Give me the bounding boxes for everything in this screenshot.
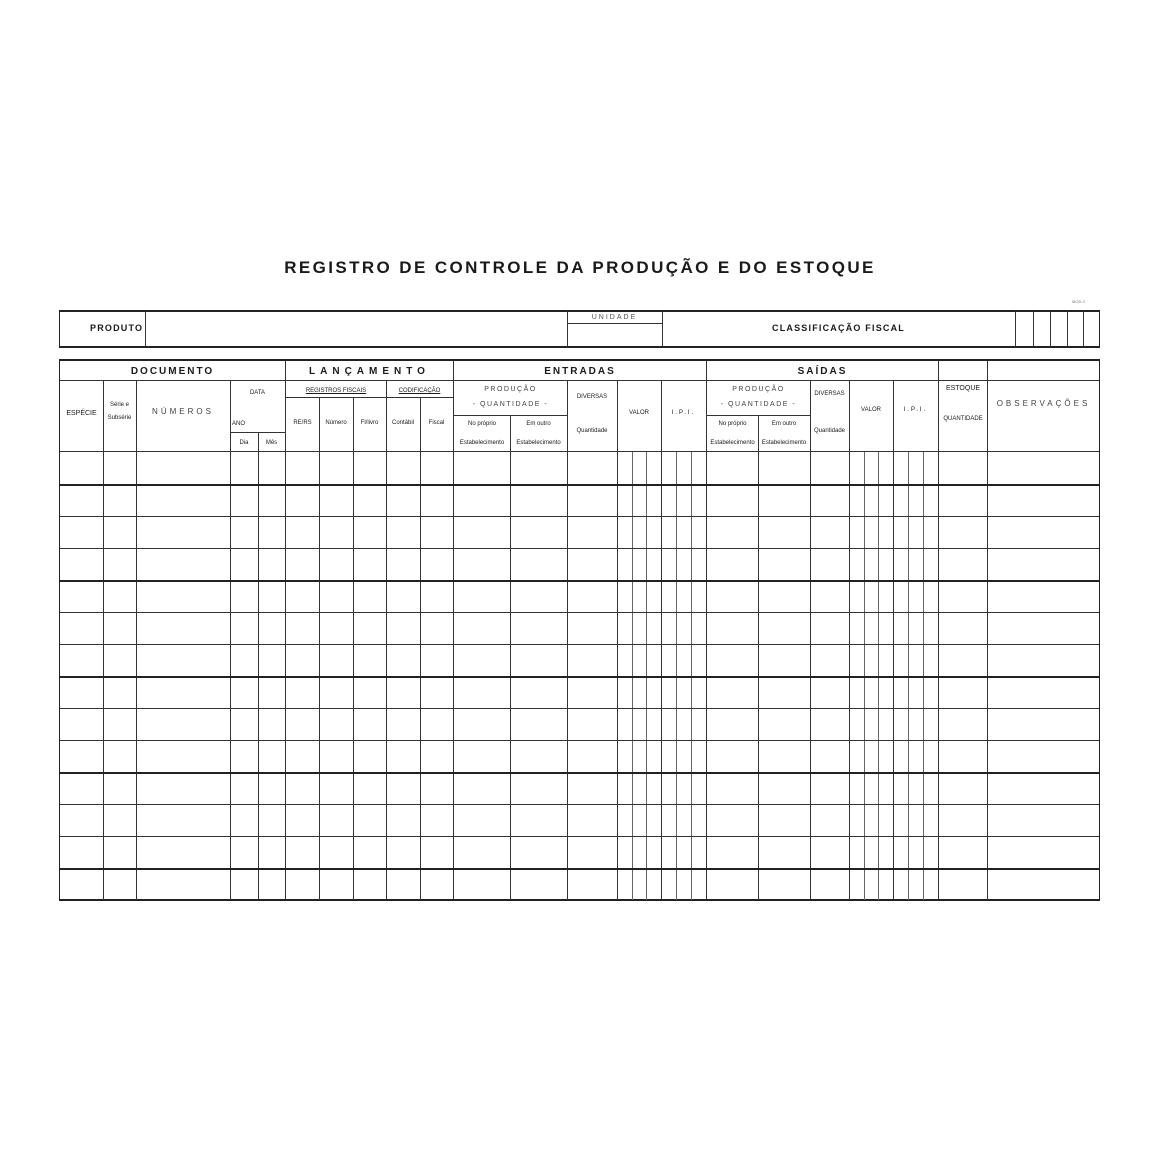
produto-label: PRODUTO bbox=[90, 323, 144, 333]
table-row-line bbox=[60, 676, 1099, 678]
col-estoque-quantidade: QUANTIDADE bbox=[943, 416, 983, 422]
classificacao-fiscal-label: CLASSIFICAÇÃO FISCAL bbox=[772, 323, 905, 333]
col-registros-fiscais: REGISTROS FISCAIS bbox=[305, 388, 367, 394]
section-entradas: ENTRADAS bbox=[544, 366, 616, 377]
col-saidas-outro-1: Em outro bbox=[771, 421, 797, 427]
col-saidas-proprio-2: Estabelecimento bbox=[710, 440, 755, 446]
col-rers: RE/RS bbox=[293, 420, 312, 426]
col-entradas-quantidade: - QUANTIDADE - bbox=[472, 401, 549, 408]
col-saidas-quantidade: - QUANTIDADE - bbox=[720, 401, 797, 408]
col-entradas-proprio-2: Estabelecimento bbox=[459, 440, 505, 446]
section-lancamento: LANÇAMENTO bbox=[309, 366, 430, 377]
col-folhas: Fl/livro bbox=[360, 420, 379, 426]
col-entradas-outro-2: Estabelecimento bbox=[516, 440, 561, 446]
table-row-line bbox=[60, 612, 1099, 613]
table-row-line bbox=[60, 516, 1099, 517]
col-saidas-producao: PRODUÇÃO bbox=[732, 386, 785, 393]
col-entradas-proprio-1: No próprio bbox=[467, 421, 496, 427]
table-row-line bbox=[60, 548, 1099, 549]
col-numero: Número bbox=[325, 420, 347, 426]
col-entradas-outro-1: Em outro bbox=[526, 421, 551, 427]
col-saidas-valor: VALOR bbox=[861, 407, 881, 413]
col-saidas-quantidade-col: Quantidade bbox=[813, 428, 846, 434]
col-entradas-ipi: I.P.I. bbox=[671, 410, 696, 416]
table-row-line bbox=[60, 868, 1099, 870]
unidade-label: UNIDADE bbox=[591, 314, 638, 321]
main-table bbox=[59, 359, 1100, 901]
col-especie: ESPÉCIE bbox=[66, 410, 97, 417]
col-ano: ANO bbox=[232, 421, 246, 427]
section-observacoes: OBSERVAÇÕES bbox=[996, 399, 1091, 408]
col-entradas-producao: PRODUÇÃO bbox=[484, 386, 537, 393]
col-serie-1: Série e bbox=[109, 402, 129, 408]
col-dia: Dia bbox=[239, 440, 249, 446]
section-estoque: ESTOQUE bbox=[945, 385, 981, 392]
table-row-line bbox=[60, 484, 1099, 486]
col-fiscal: Fiscal bbox=[428, 420, 445, 426]
col-entradas-diversas: DIVERSAS bbox=[576, 394, 608, 400]
table-row-line bbox=[60, 804, 1099, 805]
col-entradas-valor: VALOR bbox=[629, 410, 649, 416]
section-documento: DOCUMENTO bbox=[130, 366, 215, 377]
col-codificacao: CODIFICAÇÃO bbox=[398, 388, 441, 394]
col-entradas-quantidade-col: Quantidade bbox=[576, 428, 608, 434]
col-numeros: NÚMEROS bbox=[152, 407, 214, 416]
table-row-line bbox=[60, 836, 1099, 837]
col-saidas-outro-2: Estabelecimento bbox=[761, 440, 807, 446]
page-title: REGISTRO DE CONTROLE DA PRODUÇÃO E DO ESTOQUE bbox=[284, 258, 876, 277]
form-code: MOD.3 bbox=[1072, 299, 1085, 304]
col-data: DATA bbox=[249, 390, 266, 396]
col-saidas-diversas: DIVERSAS bbox=[814, 391, 845, 397]
table-row-line bbox=[60, 740, 1099, 741]
section-saidas: SAÍDAS bbox=[797, 366, 848, 377]
col-mes: Mês bbox=[265, 440, 278, 446]
table-row-line bbox=[60, 644, 1099, 645]
col-saidas-proprio-1: No próprio bbox=[718, 421, 747, 427]
table-row-line bbox=[60, 772, 1099, 774]
col-serie-2: Subsérie bbox=[107, 415, 132, 421]
table-row-line bbox=[60, 708, 1099, 709]
table-row-line bbox=[60, 580, 1099, 582]
col-contabil: Contábil bbox=[391, 420, 414, 426]
col-saidas-ipi: I.P.I. bbox=[903, 407, 928, 413]
